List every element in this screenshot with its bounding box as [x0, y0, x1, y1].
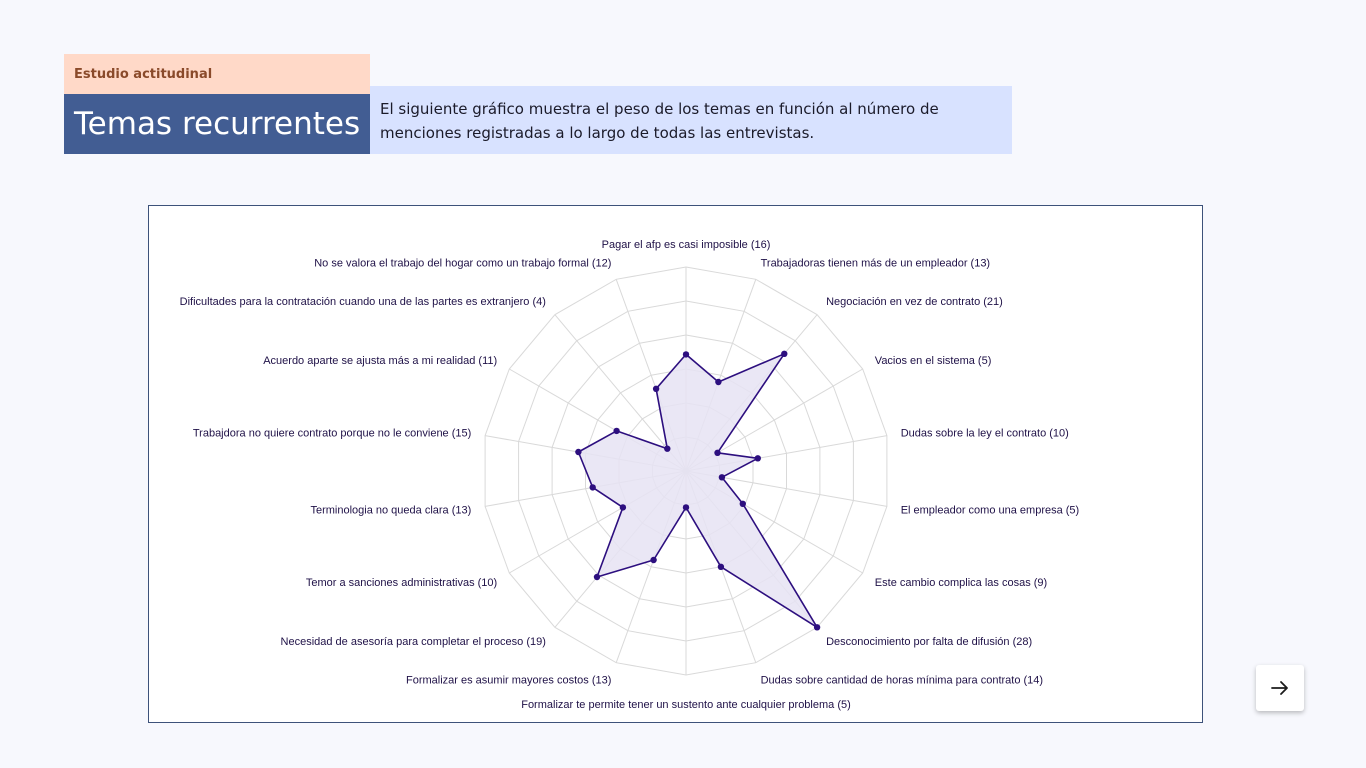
data-point[interactable]	[620, 504, 626, 510]
axis-label: Necesidad de asesoría para completar el proceso (19)	[280, 636, 546, 649]
axis-label: Trabajdora no quiere contrato porque no le conviene (15)	[192, 427, 472, 440]
axis-label: Dudas sobre cantidad de horas mínima para contrato (14)	[760, 674, 1044, 687]
radar-series	[575, 351, 820, 631]
data-point[interactable]	[781, 351, 787, 357]
axis-label: Temor a sanciones administrativas (10)	[305, 577, 498, 589]
data-point[interactable]	[740, 501, 746, 507]
data-point[interactable]	[594, 574, 600, 580]
axis-label: Pagar el afp es casi imposible (16)	[601, 239, 771, 251]
axis-label: Vacios en el sistema (5)	[874, 355, 992, 367]
data-point[interactable]	[714, 450, 720, 456]
axis-label: No se valora el trabajo del hogar como un trabajo formal (12)	[314, 257, 612, 270]
data-point[interactable]	[650, 557, 656, 563]
axis-label: Dudas sobre la ley el contrato (10)	[900, 427, 1069, 440]
data-point[interactable]	[590, 484, 596, 490]
axis-label: Formalizar es asumir mayores costos (13)	[406, 674, 612, 687]
axis-label: Acuerdo aparte se ajusta más a mi realidad (11)	[263, 355, 498, 367]
radar-chart-container	[148, 205, 1203, 723]
radar-chart	[149, 206, 1202, 722]
data-point[interactable]	[664, 446, 670, 452]
page-title: Temas recurrentes	[64, 94, 370, 154]
axis-label: Terminologia no queda clara (13)	[310, 504, 472, 517]
axis-label: Este cambio complica las cosas (9)	[874, 577, 1048, 589]
section-tag: Estudio actitudinal	[64, 54, 370, 94]
axis-label: Trabajadoras tienen más de un empleador (13)	[760, 257, 991, 270]
axis-label: Dificultades para la contratación cuando una de las partes es extranjero (4)	[179, 295, 546, 308]
data-point[interactable]	[715, 379, 721, 385]
data-point[interactable]	[683, 504, 689, 510]
arrow-right-icon	[1271, 680, 1289, 696]
data-point[interactable]	[683, 351, 689, 357]
page-description: El siguiente gráfico muestra el peso de los temas en función al número de menciones registradas a lo largo de todas las entrevistas.	[370, 86, 1012, 154]
next-button[interactable]	[1256, 665, 1304, 711]
axis-label: El empleador como una empresa (5)	[900, 504, 1080, 517]
axis-label: Desconocimiento por falta de difusión (28)	[826, 636, 1033, 649]
data-point[interactable]	[613, 428, 619, 434]
axis-label: Negociación en vez de contrato (21)	[826, 295, 1003, 308]
data-point[interactable]	[718, 564, 724, 570]
data-point[interactable]	[719, 474, 725, 480]
data-point[interactable]	[755, 455, 761, 461]
data-point[interactable]	[575, 449, 581, 455]
data-point[interactable]	[814, 624, 820, 630]
axis-label: Formalizar te permite tener un sustento ante cualquier problema (5)	[521, 699, 851, 711]
data-point[interactable]	[653, 386, 659, 392]
series-area	[578, 354, 817, 628]
